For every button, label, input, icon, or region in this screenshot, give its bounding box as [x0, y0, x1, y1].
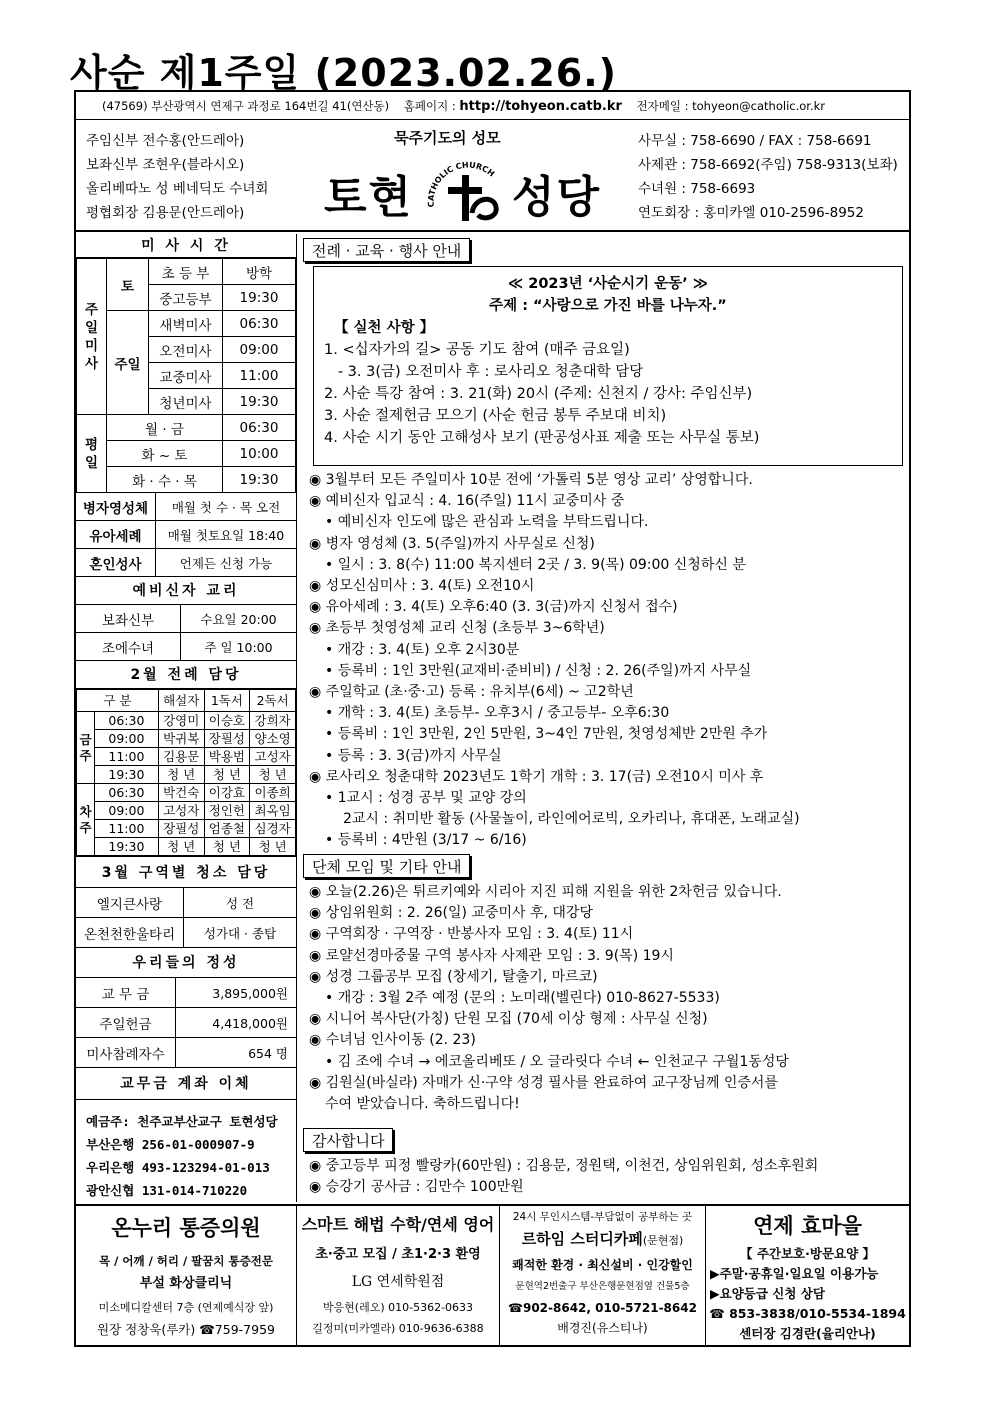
postal-address: (47569) 부산광역시 연제구 과정로 164번길 41(연산동) [102, 99, 390, 113]
advertisements [76, 1204, 909, 1345]
ad-line: 미소메디칼센터 7층 (연제예식장 앞) [98, 1301, 274, 1314]
ad-line: LG 연세학원점 [351, 1274, 445, 1290]
mass-times-table [76, 258, 296, 493]
ad-line: 쾌적한 환경 · 최신설비 · 인강할인 [512, 1258, 693, 1272]
duty-commentator: 청 년 [158, 838, 204, 856]
ad-academy [297, 1206, 500, 1345]
logo-text-right: 성당 [512, 172, 602, 223]
sacrament-row [76, 493, 296, 521]
address-bar [76, 92, 909, 120]
notice-line: • 일시 : 3. 8(수) 11:00 복지센터 2곳 / 3. 9(목) 09:00 신청하신 분 [325, 556, 746, 573]
notice-line: 수여 받았습니다. 축하드립니다! [325, 1096, 520, 1113]
duty-reader2: 청 년 [250, 838, 296, 856]
ad-line: ▶요양등급 신청 상담 [710, 1286, 825, 1301]
duty-commentator: 박귀복 [158, 730, 204, 748]
duty-time: 19:30 [95, 766, 159, 784]
offering-value: 4,418,000원 [212, 1015, 288, 1031]
campaign-item: 3. 사순 절제헌금 모으기 (사순 헌금 봉투 주보대 비치) [324, 408, 667, 424]
homepage-link[interactable]: http://tohyeon.catb.kr [459, 99, 622, 114]
left-column [76, 234, 297, 1202]
ad-line: 24시 무인시스템-부담없이 공부하는 곳 [512, 1211, 693, 1223]
catechism-teacher: 보좌신부 [76, 605, 181, 632]
duty-time: 19:30 [95, 838, 159, 856]
right-column [299, 234, 909, 1202]
mass-time: 06:30 [223, 311, 296, 337]
notice-line: ◉ 김원실(바실라) 자매가 신·구약 성경 필사를 완료하여 교구장님께 인증서를 [309, 1074, 778, 1091]
notice-line: • 김 조에 수녀 → 에코올리베또 / 오 글라릿다 수녀 ← 인천교구 구월1동성당 [325, 1053, 789, 1070]
sacrament-name: 혼인성사 [76, 549, 156, 576]
sacrament-time: 매월 첫 수 · 목 오전 [171, 499, 281, 515]
duty-header: 해설자 [158, 690, 204, 712]
ad-line: 문현역2번출구 부산은행문현점옆 건물5층 [515, 1281, 690, 1292]
ad-line: ☎902-8642, 010-5721-8642 [508, 1301, 697, 1315]
ad-line: 길정미(미카엘라) 010-9636-6388 [312, 1322, 484, 1335]
contact-convent: 수녀원 : 758-6693 [638, 181, 756, 197]
campaign-item: - 3. 3(금) 오전미사 후 : 로사리오 청춘대학 담당 [324, 364, 644, 380]
campaign-item: 4. 사순 시기 동안 고해성사 보기 (판공성사표 제출 또는 사무실 통보) [324, 430, 760, 446]
notice-line: • 개강 : 3. 4(토) 오후 2시30분 [325, 641, 520, 658]
thanks-item: ◉ 중고등부 피정 빨랑카(60만원) : 김용문, 정원택, 이천건, 상임위원회, 성소후원회 [309, 1158, 819, 1174]
cleaning-title: 3월 구역별 청소 담당 [76, 856, 296, 888]
mass-name: 중고등부 [149, 285, 223, 311]
mass-day: 화 ~ 토 [107, 441, 223, 467]
mass-time: 19:30 [223, 285, 296, 311]
sunday-label: 주일 [107, 311, 149, 415]
weekday-mass-label: 평 일 [77, 415, 107, 493]
catechism-title: 예비신자 교리 [76, 577, 296, 605]
campaign-title: ≪ 2023년 ‘사순시기 운동’ ≫ [508, 276, 708, 292]
lent-campaign-box [313, 266, 903, 466]
contact-funeral: 연도회장 : 홍미카엘 010-2596-8952 [638, 205, 864, 221]
ad-name: 스마트 해법 수학/연세 영어 [301, 1215, 495, 1234]
staff-list [86, 129, 268, 225]
mass-time: 11:00 [223, 363, 296, 389]
campaign-item: 1. <십자가의 길> 공동 기도 참여 (매주 금요일) [324, 342, 630, 358]
duty-header: 1독서 [204, 690, 250, 712]
ad-line: 배경진(유스티나) [557, 1321, 648, 1335]
mass-name: 새벽미사 [149, 311, 223, 337]
tab-thanks: 감사합니다 [303, 1128, 393, 1152]
catechism-time: 주 일 10:00 [204, 639, 273, 655]
bank-account: 부산은행 256-01-000907-9 [86, 1137, 255, 1152]
offering-row [76, 1038, 296, 1068]
ad-line: (문현점) [642, 1234, 684, 1247]
ad-name: 온누리 통증의원 [111, 1216, 261, 1240]
catechism-time: 수요일 20:00 [200, 611, 277, 627]
duty-reader1: 장필성 [204, 730, 250, 748]
notice-line: • 등록비 : 4만원 (3/17 ~ 6/16) [325, 832, 527, 849]
notice-line: ◉ 구역회장 · 구역장 · 반봉사자 모임 : 3. 4(토) 11시 [309, 926, 634, 943]
ad-studycafe [500, 1206, 706, 1345]
duty-time: 06:30 [95, 712, 159, 730]
bulletin-frame [74, 90, 911, 1347]
notice-line: ◉ 3월부터 모든 주일미사 10분 전에 ‘가톨릭 5분 영상 교리’ 상영합니다. [309, 472, 753, 488]
ad-line: 부설 화상클리닉 [139, 1276, 233, 1291]
duty-reader1: 이승호 [204, 712, 250, 730]
parish-logo [324, 157, 610, 225]
notice-line: ◉ 성경 그룹공부 모집 (창세기, 탈출기, 마르코) [309, 968, 598, 985]
notice-line: 2교시 : 취미반 활동 (사물놀이, 라인에어로빅, 오카리나, 휴대폰, 노래교실) [343, 811, 800, 828]
duty-time: 11:00 [95, 748, 159, 766]
ad-name: 르하임 스터디카페 [521, 1230, 643, 1248]
mass-time: 10:00 [223, 441, 296, 467]
duty-reader2: 청 년 [250, 766, 296, 784]
cleaning-district: 엘지큰사랑 [76, 888, 184, 917]
group-notices [303, 882, 903, 1115]
saturday-label: 토 [107, 259, 149, 311]
mass-time: 19:30 [223, 467, 296, 493]
parish-motto: 묵주기도의 성모 [394, 129, 501, 147]
campaign-item: 2. 사순 특강 참여 : 3. 21(화) 20시 (주제: 신천지 / 강사: 주임신부) [324, 386, 753, 402]
duty-reader1: 이강효 [204, 784, 250, 802]
ad-line: ☎ 853-3838/010-5534-1894 [709, 1306, 906, 1321]
duty-header: 2독서 [250, 690, 296, 712]
duty-reader2: 강희자 [250, 712, 296, 730]
duty-commentator: 청 년 [158, 766, 204, 784]
duty-reader2: 이종희 [250, 784, 296, 802]
cleaning-area: 성 전 [225, 895, 255, 911]
cleaning-row [76, 888, 296, 918]
contact-rectory: 사제관 : 758-6692(주임) 758-9313(보좌) [638, 157, 898, 173]
bank-accounts [76, 1100, 296, 1212]
duty-time: 06:30 [95, 784, 159, 802]
bank-title: 교무금 계좌 이체 [76, 1068, 296, 1100]
notice-line: ◉ 상임위원회 : 2. 26(일) 교중미사 후, 대강당 [309, 905, 593, 922]
notice-line: • 1교시 : 성경 공부 및 교양 강의 [325, 790, 527, 807]
contact-list [638, 129, 898, 225]
ad-line: 박응현(레오) 010-5362-0633 [322, 1301, 474, 1314]
liturgy-notices [303, 470, 903, 852]
ad-clinic [76, 1206, 297, 1345]
sacrament-time: 언제든 신청 가능 [179, 555, 273, 571]
duty-reader1: 박용범 [204, 748, 250, 766]
duty-reader2: 양소영 [250, 730, 296, 748]
notice-line: • 등록비 : 1인 3만원, 2인 5만원, 3~4인 7만원, 첫영성체반 2만원 추가 [325, 726, 768, 743]
mass-time: 09:00 [223, 337, 296, 363]
notice-line: ◉ 시니어 복사단(가칭) 단원 모집 (70세 이상 형제 : 사무실 신청) [309, 1011, 708, 1028]
duty-reader2: 최옥임 [250, 802, 296, 820]
notice-line: • 개강 : 3월 2주 예정 (문의 : 노미래(벨린다) 010-8627-5533) [325, 990, 720, 1007]
cross-emblem-icon [424, 157, 510, 225]
duty-title: 2월 전례 담당 [76, 661, 296, 689]
sacrament-time: 매월 첫토요일 18:40 [167, 527, 285, 543]
duty-reader2: 고성자 [250, 748, 296, 766]
bank-account: 우리은행 493-123294-01-013 [86, 1160, 270, 1175]
mass-name: 청년미사 [149, 389, 223, 415]
mass-day: 월 · 금 [107, 415, 223, 441]
duty-commentator: 강영미 [158, 712, 204, 730]
page-title: 사순 제1주일 (2023.02.26.) [70, 51, 618, 95]
mass-time: 19:30 [223, 389, 296, 415]
offering-label: 주일헌금 [76, 1008, 176, 1037]
homepage-label: 홈페이지 : [403, 99, 456, 113]
duty-reader2: 심경자 [250, 820, 296, 838]
ad-carecenter [706, 1206, 909, 1345]
email-label: 전자메일 : [636, 99, 689, 113]
bank-holder: 예금주: 천주교부산교구 토현성당 [86, 1114, 278, 1129]
duty-commentator: 박건숙 [158, 784, 204, 802]
notice-line: • 등록 : 3. 3(금)까지 사무실 [325, 747, 502, 764]
tab-groups: 단체 모임 및 기타 안내 [303, 854, 470, 878]
duty-reader1: 청 년 [204, 838, 250, 856]
header [76, 121, 909, 232]
mass-title: 미 사 시 간 [76, 234, 296, 258]
duty-header: 구 분 [77, 690, 159, 712]
notice-line: ◉ 오늘(2.26)은 튀르키예와 시리아 지진 피해 지원을 위한 2차헌금 있습니다. [309, 884, 782, 900]
duty-commentator: 김용문 [158, 748, 204, 766]
duty-reader1: 정인헌 [204, 802, 250, 820]
staff-sisters: 올리베따노 성 베네딕도 수녀회 [86, 181, 269, 197]
notice-line: ◉ 주일학교 (초·중·고) 등록 : 유치부(6세) ~ 고2학년 [309, 684, 634, 701]
ad-line: ▶주말·공휴일·일요일 이용가능 [710, 1266, 879, 1281]
sacrament-row [76, 521, 296, 549]
ad-line: 원장 정창욱(루카) ☎759-7959 [97, 1322, 275, 1337]
mass-time: 06:30 [223, 415, 296, 441]
notice-line: ◉ 로얄선경마중물 구역 봉사자 사제관 모임 : 3. 9(목) 19시 [309, 947, 674, 964]
notice-line: ◉ 초등부 첫영성체 교리 신청 (초등부 3~6학년) [309, 620, 605, 637]
offering-value: 654 명 [248, 1045, 288, 1061]
offering-row [76, 1008, 296, 1038]
campaign-theme: 주제 : “사랑으로 가진 바를 나누자.” [489, 298, 727, 314]
contact-office: 사무실 : 758-6690 / FAX : 758-6691 [638, 133, 872, 149]
sacrament-name: 병자영성체 [76, 493, 156, 520]
thanks-list [303, 1156, 903, 1198]
staff-assistant: 보좌신부 조현우(블라시오) [86, 157, 245, 173]
campaign-practice-label: 【 실천 사항 】 [334, 320, 435, 336]
duty-time: 09:00 [95, 730, 159, 748]
notice-line: • 예비신자 인도에 많은 관심과 노력을 부탁드립니다. [325, 514, 649, 531]
email-link[interactable]: tohyeon@catholic.or.kr [692, 99, 826, 113]
logo-text-left: 토현 [324, 172, 414, 223]
mass-name: 교중미사 [149, 363, 223, 389]
sacraments [76, 493, 296, 577]
notice-line: • 개학 : 3. 4(토) 초등부- 오후3시 / 중고등부- 오후6:30 [325, 705, 670, 722]
mass-day: 화 · 수 · 목 [107, 467, 223, 493]
catechism-row [76, 605, 296, 633]
offering-label: 미사참례자수 [76, 1038, 176, 1067]
ad-line: 초·중고 모집 / 초1·2·3 환영 [315, 1247, 481, 1262]
sacrament-name: 유아세례 [76, 521, 156, 548]
mass-name: 초 등 부 [149, 259, 223, 285]
mass-time: 방학 [223, 259, 296, 285]
notice-line: ◉ 성모신심미사 : 3. 4(토) 오전10시 [309, 578, 535, 595]
ad-line: 【 주간보호·방문요양 】 [739, 1246, 876, 1261]
tab-liturgy: 전례 · 교육 · 행사 안내 [303, 238, 470, 262]
thanks-item: ◉ 승강기 공사금 : 김만수 100만원 [309, 1179, 524, 1196]
catechism-row [76, 633, 296, 661]
notice-line: ◉ 수녀님 인사이동 (2. 23) [309, 1032, 476, 1049]
bank-account: 광안신협 131-014-710220 [86, 1183, 248, 1198]
catechism-teacher: 조에수녀 [76, 633, 181, 660]
cleaning-row [76, 918, 296, 948]
this-week-label: 금 주 [77, 712, 95, 784]
notice-line: ◉ 예비신자 입교식 : 4. 16(주일) 11시 교중미사 중 [309, 493, 625, 510]
sunday-mass-label: 주 일 미 사 [77, 259, 107, 415]
mass-name: 오전미사 [149, 337, 223, 363]
offering-label: 교 무 금 [76, 978, 176, 1007]
next-week-label: 차 주 [77, 784, 95, 856]
notice-line: • 등록비 : 1인 3만원(교재비·준비비) / 신청 : 2. 26(주일)까지 사무실 [325, 662, 752, 679]
duty-time: 09:00 [95, 802, 159, 820]
offering-value: 3,895,000원 [212, 985, 288, 1001]
cleaning-district: 온천천한울타리 [76, 918, 184, 947]
ad-line: 센터장 김경란(율리안나) [739, 1326, 876, 1341]
sacrament-row [76, 549, 296, 577]
ad-name: 연제 효마을 [753, 1214, 862, 1238]
duty-table [76, 689, 296, 856]
cleaning-area: 성가대 · 종탑 [203, 925, 277, 941]
notice-line: ◉ 유아세례 : 3. 4(토) 오후6:40 (3. 3(금)까지 신청서 접수) [309, 599, 678, 616]
offering-title: 우리들의 정성 [76, 948, 296, 978]
notice-line: ◉ 병자 영성체 (3. 5(주일)까지 사무실로 신청) [309, 535, 595, 552]
duty-reader1: 청 년 [204, 766, 250, 784]
ad-line: 목 / 어깨 / 허리 / 팔꿈치 통증전문 [99, 1254, 273, 1268]
duty-commentator: 장필성 [158, 820, 204, 838]
duty-time: 11:00 [95, 820, 159, 838]
logo-arc-text: CATHOLIC CHURCH [426, 160, 497, 208]
notice-line: ◉ 로사리오 청춘대학 2023년도 1학기 개학 : 3. 17(금) 오전10시 미사 후 [309, 768, 764, 785]
duty-reader1: 엄종철 [204, 820, 250, 838]
offering-row [76, 978, 296, 1008]
duty-commentator: 고성자 [158, 802, 204, 820]
staff-president: 평협회장 김용문(안드레아) [86, 205, 245, 221]
staff-pastor: 주임신부 전수홍(안드레아) [86, 133, 245, 149]
